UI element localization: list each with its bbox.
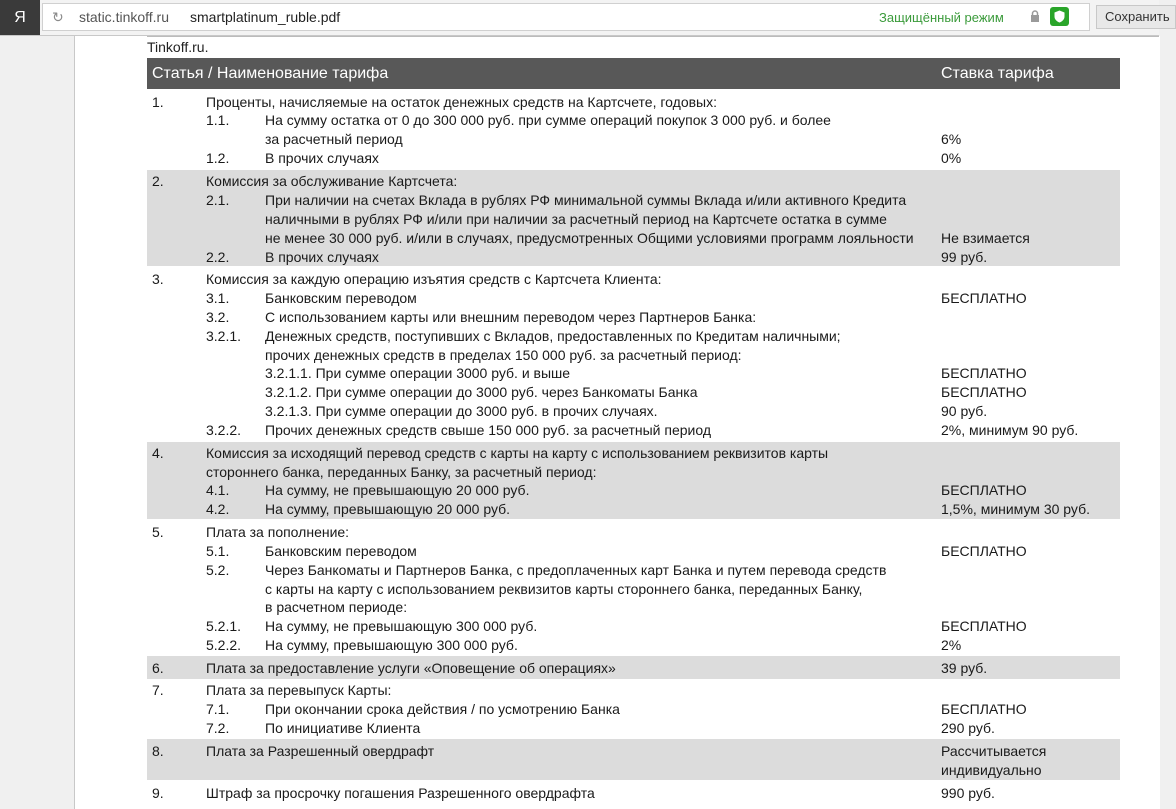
row-text: прочих денежных средств в пределах 150 000 руб. за расчетный период: xyxy=(265,347,742,363)
row-number: 9. xyxy=(152,785,164,801)
divider xyxy=(147,36,1159,37)
row-text: 3.2.1.2. При сумме операции до 3000 руб. через Банкоматы Банка xyxy=(265,384,698,400)
row-number: 5.2.2. xyxy=(206,637,242,653)
site-name: Tinkoff.ru. xyxy=(147,39,209,55)
row-text: 3.2.1.3. При сумме операции до 3000 руб. в прочих случаях. xyxy=(265,403,658,419)
row-rate: 2%, минимум 90 руб. xyxy=(941,422,1079,438)
row-number: 3.2.2. xyxy=(206,422,242,438)
row-number: 3.1. xyxy=(206,290,230,306)
secure-mode-label[interactable]: Защищённый режим xyxy=(879,10,1004,25)
row-number: 2.2. xyxy=(206,249,230,265)
row-text: 3.2.1.1. При сумме операции 3000 руб. и выше xyxy=(265,365,571,381)
row-rate: 99 руб. xyxy=(941,249,988,265)
row-number: 7.2. xyxy=(206,720,230,736)
row-number: 2. xyxy=(152,173,164,189)
row-rate: БЕСПЛАТНО xyxy=(941,290,1027,306)
row-text: Комиссия за каждую операцию изъятия средств с Картсчета Клиента: xyxy=(206,271,662,287)
row-rate: 990 руб. xyxy=(941,785,995,801)
row-number: 8. xyxy=(152,743,164,759)
row-rate: БЕСПЛАТНО xyxy=(941,543,1027,559)
row-number: 3.2.1. xyxy=(206,328,242,344)
row-text: В прочих случаях xyxy=(265,150,379,166)
row-text: Прочих денежных средств свыше 150 000 руб. за расчетный период xyxy=(265,422,712,438)
row-rate: 2% xyxy=(941,637,962,653)
row-text: При окончании срока действия / по усмотрению Банка xyxy=(265,701,620,717)
row-text: Штраф за просрочку погашения Разрешенного овердрафта xyxy=(206,785,595,801)
row-number: 5.2.1. xyxy=(206,618,242,634)
header-rate: Ставка тарифа xyxy=(941,65,1054,82)
row-rate: 90 руб. xyxy=(941,403,988,419)
row-rate: БЕСПЛАТНО xyxy=(941,701,1027,717)
url-domain: static.tinkoff.ru xyxy=(79,9,170,25)
row-text: На сумму остатка от 0 до 300 000 руб. при сумме операций покупок 3 000 руб. и более xyxy=(265,112,831,128)
row-rate: индивидуально xyxy=(941,762,1042,778)
row-rate: 1,5%, минимум 30 руб. xyxy=(941,501,1090,517)
header-article: Статья / Наименование тарифа xyxy=(152,65,389,82)
yandex-logo-icon[interactable]: Я xyxy=(0,0,40,35)
url-path: smartplatinum_ruble.pdf xyxy=(190,9,341,25)
row-text: Плата за перевыпуск Карты: xyxy=(206,682,392,698)
row-text: При наличии на счетах Вклада в рублях РФ минимальной суммы Вклада и/или активного Кредита xyxy=(265,192,907,208)
table-header xyxy=(147,58,1120,89)
browser-toolbar xyxy=(0,0,1170,36)
row-rate: 290 руб. xyxy=(941,720,995,736)
row-number: 4.1. xyxy=(206,482,230,498)
row-rate: Не взимается xyxy=(941,230,1030,246)
row-text: с карты на карту с использованием реквизитов карты стороннего банка, переданных Банку, xyxy=(265,581,863,597)
row-text: стороннего банка, переданных Банку, за расчетный период: xyxy=(206,464,597,480)
row-number: 3. xyxy=(152,271,164,287)
row-rate: 39 руб. xyxy=(941,660,988,676)
row-text: Плата за Разрешенный овердрафт xyxy=(206,743,435,759)
row-number: 1.1. xyxy=(206,112,230,128)
row-rate: 6% xyxy=(941,131,962,147)
row-number: 5. xyxy=(152,524,164,540)
row-text: На сумму, превышающую 300 000 руб. xyxy=(265,637,518,653)
row-text: В прочих случаях xyxy=(265,249,379,265)
row-number: 1. xyxy=(152,94,164,110)
row-number: 7.1. xyxy=(206,701,230,717)
row-text: за расчетный период xyxy=(265,131,403,147)
row-number: 3.2. xyxy=(206,309,230,325)
row-text: Проценты, начисляемые на остаток денежных средств на Картсчете, годовых: xyxy=(206,94,717,110)
save-button[interactable]: Сохранить xyxy=(1096,5,1176,29)
row-number: 2.1. xyxy=(206,192,230,208)
lock-icon xyxy=(1030,10,1040,23)
pdf-viewer-margin xyxy=(0,36,74,809)
row-number: 6. xyxy=(152,660,164,676)
row-text: Комиссия за обслуживание Картсчета: xyxy=(206,173,458,189)
row-text: Банковским переводом xyxy=(265,290,417,306)
row-rate: Рассчитывается xyxy=(941,743,1047,759)
row-text: С использованием карты или внешним переводом через Партнеров Банка: xyxy=(265,309,757,325)
row-rate: БЕСПЛАТНО xyxy=(941,365,1027,381)
row-text: На сумму, не превышающую 300 000 руб. xyxy=(265,618,538,634)
row-text: На сумму, не превышающую 20 000 руб. xyxy=(265,482,530,498)
reload-icon[interactable]: ↻ xyxy=(52,9,64,25)
row-number: 5.1. xyxy=(206,543,230,559)
row-rate: 0% xyxy=(941,150,962,166)
row-text: Плата за пополнение: xyxy=(206,524,350,540)
row-text: Комиссия за исходящий перевод средств с карты на карту с использованием реквизитов карты xyxy=(206,445,829,461)
shield-icon[interactable] xyxy=(1050,7,1069,26)
row-number: 5.2. xyxy=(206,562,230,578)
address-bar[interactable] xyxy=(42,3,1090,31)
row-text: не менее 30 000 руб. и/или в случаях, предусмотренных Общими условиями программ лояльности xyxy=(265,230,914,246)
row-text: Банковским переводом xyxy=(265,543,417,559)
row-rate: БЕСПЛАТНО xyxy=(941,618,1027,634)
row-number: 1.2. xyxy=(206,150,230,166)
row-text: На сумму, превышающую 20 000 руб. xyxy=(265,501,511,517)
row-number: 7. xyxy=(152,682,164,698)
row-rate: БЕСПЛАТНО xyxy=(941,482,1027,498)
row-text: Плата за предоставление услуги «Оповещение об операциях» xyxy=(206,660,616,676)
row-number: 4. xyxy=(152,445,164,461)
row-text: Денежных средств, поступивших с Вкладов, предоставленных по Кредитам наличными; xyxy=(265,328,841,344)
row-text: По инициативе Клиента xyxy=(265,720,421,736)
row-rate: БЕСПЛАТНО xyxy=(941,384,1027,400)
row-text: Через Банкоматы и Партнеров Банка, с предоплаченных карт Банка и путем перевода средств xyxy=(265,562,887,578)
row-number: 4.2. xyxy=(206,501,230,517)
row-text: наличными в рублях РФ и/или при наличии за расчетный период на Картсчете остатка в сумме xyxy=(265,211,887,227)
row-text: в расчетном периоде: xyxy=(265,599,408,615)
